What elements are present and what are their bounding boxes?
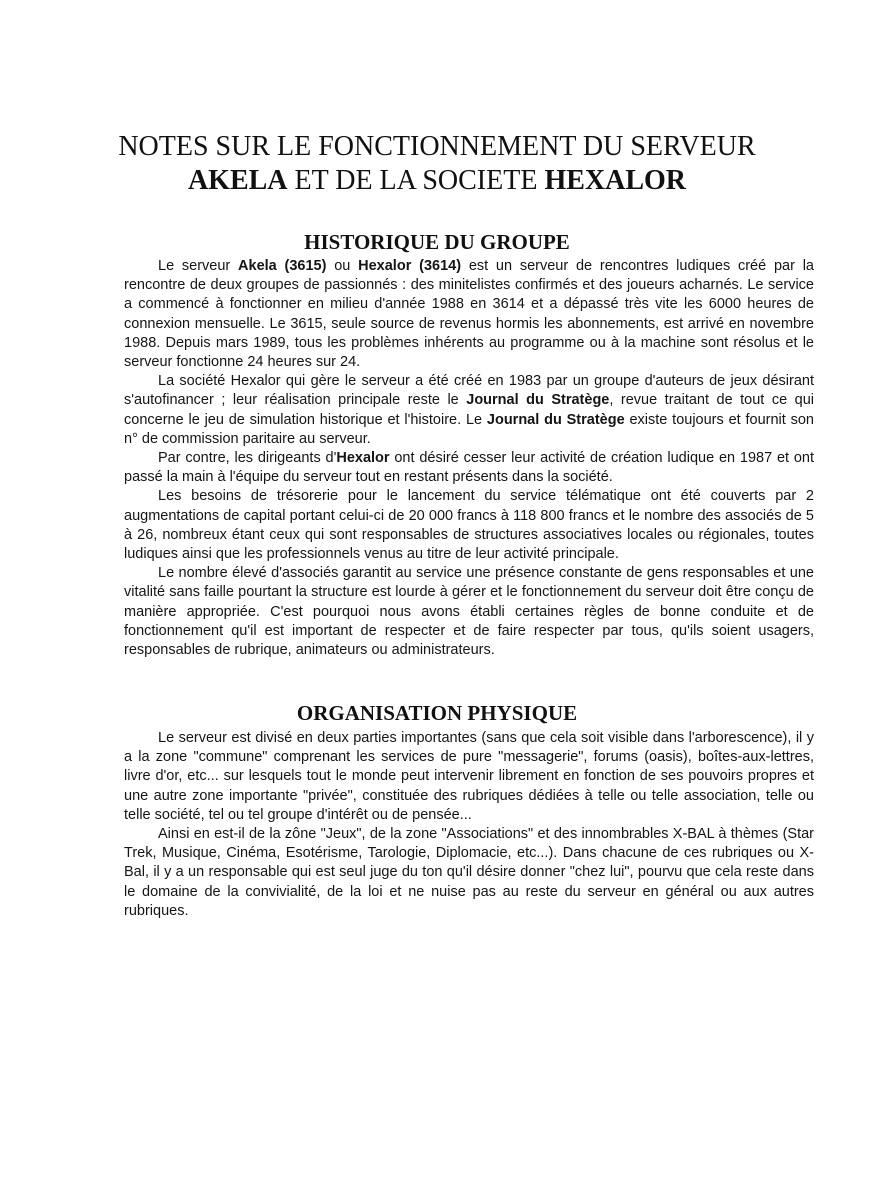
text-run: existe toujours et fournit son n° de commission paritaire au serveur.: [124, 411, 814, 447]
text-run: Par contre, les dirigeants d': [158, 450, 337, 467]
title-hexalor: HEXALOR: [544, 165, 687, 196]
paragraph-historique-5: Le nombre élevé d'associés garantit au service une présence constante de gens responsables et une vitalité sans faille pourtant la structure est lourde à gérer et le fonctionnement du serveur doit être conçu de manière appropriée. C'est pourquoi nous avons établi certaines règles de bonne conduite et de fonctionnement qu'il est important de respecter et de faire respecter par tous, qu'ils soient usagers, responsables de rubrique, animateurs ou administrateurs.: [124, 565, 814, 659]
section-body-historique: [124, 257, 814, 660]
paragraph-organisation-1: Le serveur est divisé en deux parties importantes (sans que cela soit visible dans l'arborescence), il y a la zone "commune" comprenant les services de pure "messagerie", forums (oasis), boîtes-aux-lettres, livre d'or, etc... sur lesquels tout le monde peut intervenir librement en fonction de ses pouvoirs propres et une autre zone importante "privée", constituée des rubriques dédiées à telle ou telle association, telle ou telle société, tel ou tel groupe d'intérêt ou de pensée...: [124, 730, 814, 823]
paragraph-historique-4: Les besoins de trésorerie pour le lancement du service télématique ont été couverts par 2 augmentations de capital portant celui-ci de 20 000 francs à 118 800 francs et le nombre des associés de 5 à 26, nombreux étant ceux qui sont responsables de structures associatives locales ou régionales, toutes ludiques ainsi que les professionnels venus au titre de leur activité principale.: [124, 488, 814, 563]
section-body-organisation: [124, 729, 814, 921]
text-bold-hexalor: Hexalor: [336, 450, 390, 467]
section-heading-historique: HISTORIQUE DU GROUPE: [304, 230, 570, 254]
document-title-line-2: [0, 164, 874, 198]
paragraph-historique-2: [124, 372, 814, 449]
paragraph-historique-1: [124, 257, 814, 372]
section-heading-organisation: ORGANISATION PHYSIQUE: [296, 701, 578, 725]
text-bold-journal: Journal du Stratège: [486, 411, 625, 428]
text-run: La société Hexalor qui gère le serveur a été créé en 1983 par un groupe d'auteurs de jeux désirant s'autofinancer ; leur réalisation principale reste le: [124, 373, 814, 409]
text-bold-akela: Akela (3615): [238, 258, 327, 274]
text-run: Le serveur: [158, 258, 239, 274]
title-akela: AKELA: [187, 165, 288, 196]
text-run: , revue traitant de tout ce qui concerne le jeu de simulation historique et l'histoire. Le: [124, 392, 815, 428]
paragraph-historique-3: [124, 449, 814, 487]
text-run: ont désiré cesser leur activité de création ludique en 1987 et ont passé la main à l'équipe du serveur tout en restant présents dans la société.: [124, 450, 814, 486]
text-bold-hexalor: Hexalor (3614): [358, 258, 462, 274]
text-run: ou: [326, 258, 359, 274]
document-title-line-1: NOTES SUR LE FONCTIONNEMENT DU SERVEUR: [118, 131, 756, 162]
text-run: est un serveur de rencontres ludiques créé par la rencontre de deux groupes de passionnés : des minitelistes confirmés et des joueurs acharnés. Le service a commencé à fonctionner en milieu d'année 1988 en 3614 et a dépassé très vite les 6000 heures de connexion mensuelle. Le 3615, seule source de revenus hormis les abonnements, est arrivé en novembre 1988. Depuis mars 1989, tous les problèmes inhérents au programme ou à la machine sont résolus et le serveur fonctionne 24 heures sur 24.: [124, 258, 814, 371]
text-bold-journal: Journal du Stratège: [466, 392, 610, 409]
title-connector: ET DE LA SOCIETE: [287, 165, 545, 196]
paragraph-organisation-2: Ainsi en est-il de la zône "Jeux", de la zone "Associations" et des innombrables X-BAL à thèmes (Star Trek, Musique, Cinéma, Esotérisme, Tarologie, Diplomacie, etc...). Dans chacune de ces rubriques ou X-Bal, il y a un responsable qui est seul juge du ton qu'il désire donner "chez lui", pourvu que cela reste dans le domaine de la convivialité, de la loi et ne nuise pas au reste du serveur en général ou aux autres rubriques.: [124, 826, 814, 919]
